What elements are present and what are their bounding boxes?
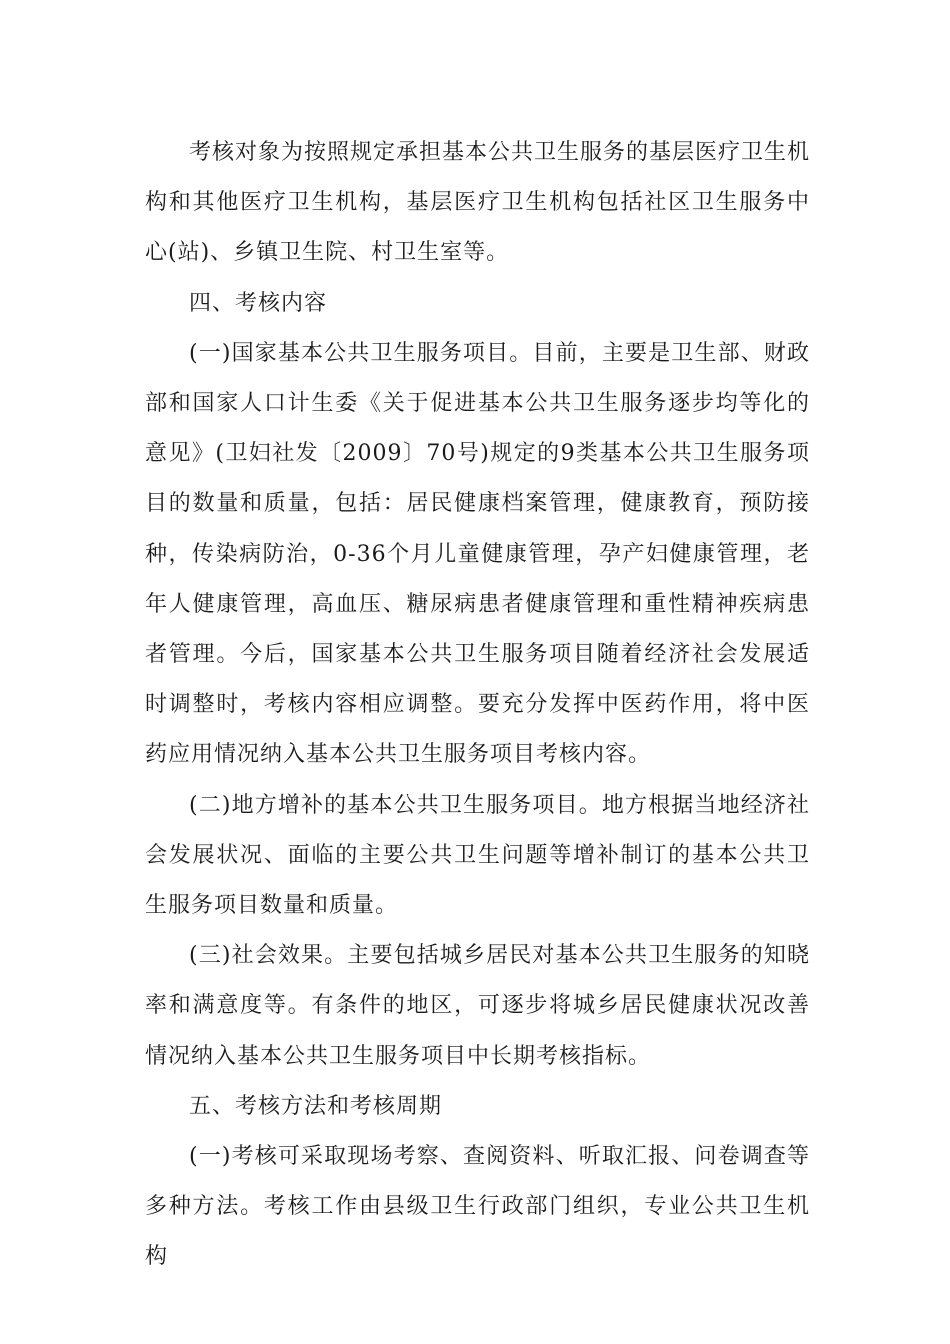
paragraph-assessment-methods: (一)考核可采取现场考察、查阅资料、听取汇报、问卷调查等多种方法。考核工作由县级卫生行政部门组织，专业公共卫生机构	[145, 1144, 810, 1270]
paragraph-local-projects: (二)地方增补的基本公共卫生服务项目。地方根据当地经济社会发展状况、面临的主要公共卫生问题等增补制订的基本公共卫生服务项目数量和质量。	[145, 792, 810, 919]
section-heading-assessment-content: 四、考核内容	[189, 290, 328, 316]
section-heading-methods-and-cycle: 五、考核方法和考核周期	[189, 1093, 443, 1119]
paragraph-assessment-targets: 考核对象为按照规定承担基本公共卫生服务的基层医疗卫生机构和其他医疗卫生机构，基层医疗卫生机构包括社区卫生服务中心(站)、乡镇卫生院、村卫生室等。	[145, 140, 811, 266]
paragraph-national-projects: (一)国家基本公共卫生服务项目。目前，主要是卫生部、财政部和国家人口计生委《关于促进基本公共卫生服务逐步均等化的意见》(卫妇社发〔2009〕70号)规定的9类基本公共卫生服务项目的数量和质量，包括：居民健康档案管理，健康教育，预防接种，传染病防治，0-36个月儿童健康管理，孕产妇健康管理，老年人健康管理，高血压、糖尿病患者健康管理和重性精神疾病患者管理。今后，国家基本公共卫生服务项目随着经济社会发展适时调整时，考核内容相应调整。要充分发挥中医药作用，将中医药应用情况纳入基本公共卫生服务项目考核内容。	[145, 340, 810, 768]
document-body	[145, 128, 810, 1283]
paragraph-social-effects: (三)社会效果。主要包括城乡居民对基本公共卫生服务的知晓率和满意度等。有条件的地区，可逐步将城乡居民健康状况改善情况纳入基本公共卫生服务项目中长期考核指标。	[145, 943, 810, 1069]
